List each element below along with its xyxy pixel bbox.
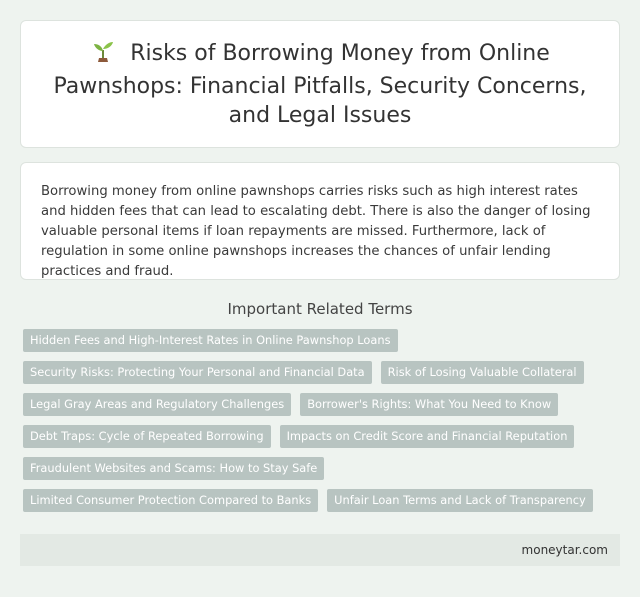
related-term-tag[interactable]: Legal Gray Areas and Regulatory Challenges [23, 393, 291, 416]
footer [20, 534, 620, 566]
sprout-icon [90, 38, 116, 72]
page-title [51, 38, 589, 130]
related-term-tag[interactable]: Risk of Losing Valuable Collateral [381, 361, 584, 384]
related-term-tag[interactable]: Hidden Fees and High-Interest Rates in Online Pawnshop Loans [23, 329, 398, 352]
related-term-tag[interactable]: Impacts on Credit Score and Financial Reputation [280, 425, 575, 448]
summary-card [20, 162, 620, 280]
page-title-text: Risks of Borrowing Money from Online Pawnshops: Financial Pitfalls, Security Concerns, and Legal Issues [53, 41, 587, 128]
related-term-tag[interactable]: Debt Traps: Cycle of Repeated Borrowing [23, 425, 271, 448]
summary-text: Borrowing money from online pawnshops carries risks such as high interest rates and hidden fees that can lead to escalating debt. There is also the danger of losing valuable personal items if loan repayments are missed. Furthermore, lack of regulation in some online pawnshops increases the chances of unfair lending practices and fraud. [41, 184, 591, 279]
related-terms-heading: Important Related Terms [227, 300, 413, 318]
related-term-tag[interactable]: Fraudulent Websites and Scams: How to Stay Safe [23, 457, 324, 480]
related-terms-list [20, 329, 623, 521]
footer-site-link[interactable]: moneytar.com [521, 543, 608, 557]
related-term-tag[interactable]: Unfair Loan Terms and Lack of Transparency [327, 489, 593, 512]
related-term-tag[interactable]: Limited Consumer Protection Compared to Banks [23, 489, 318, 512]
title-card [20, 20, 620, 148]
related-term-tag[interactable]: Borrower's Rights: What You Need to Know [300, 393, 558, 416]
related-term-tag[interactable]: Security Risks: Protecting Your Personal and Financial Data [23, 361, 372, 384]
